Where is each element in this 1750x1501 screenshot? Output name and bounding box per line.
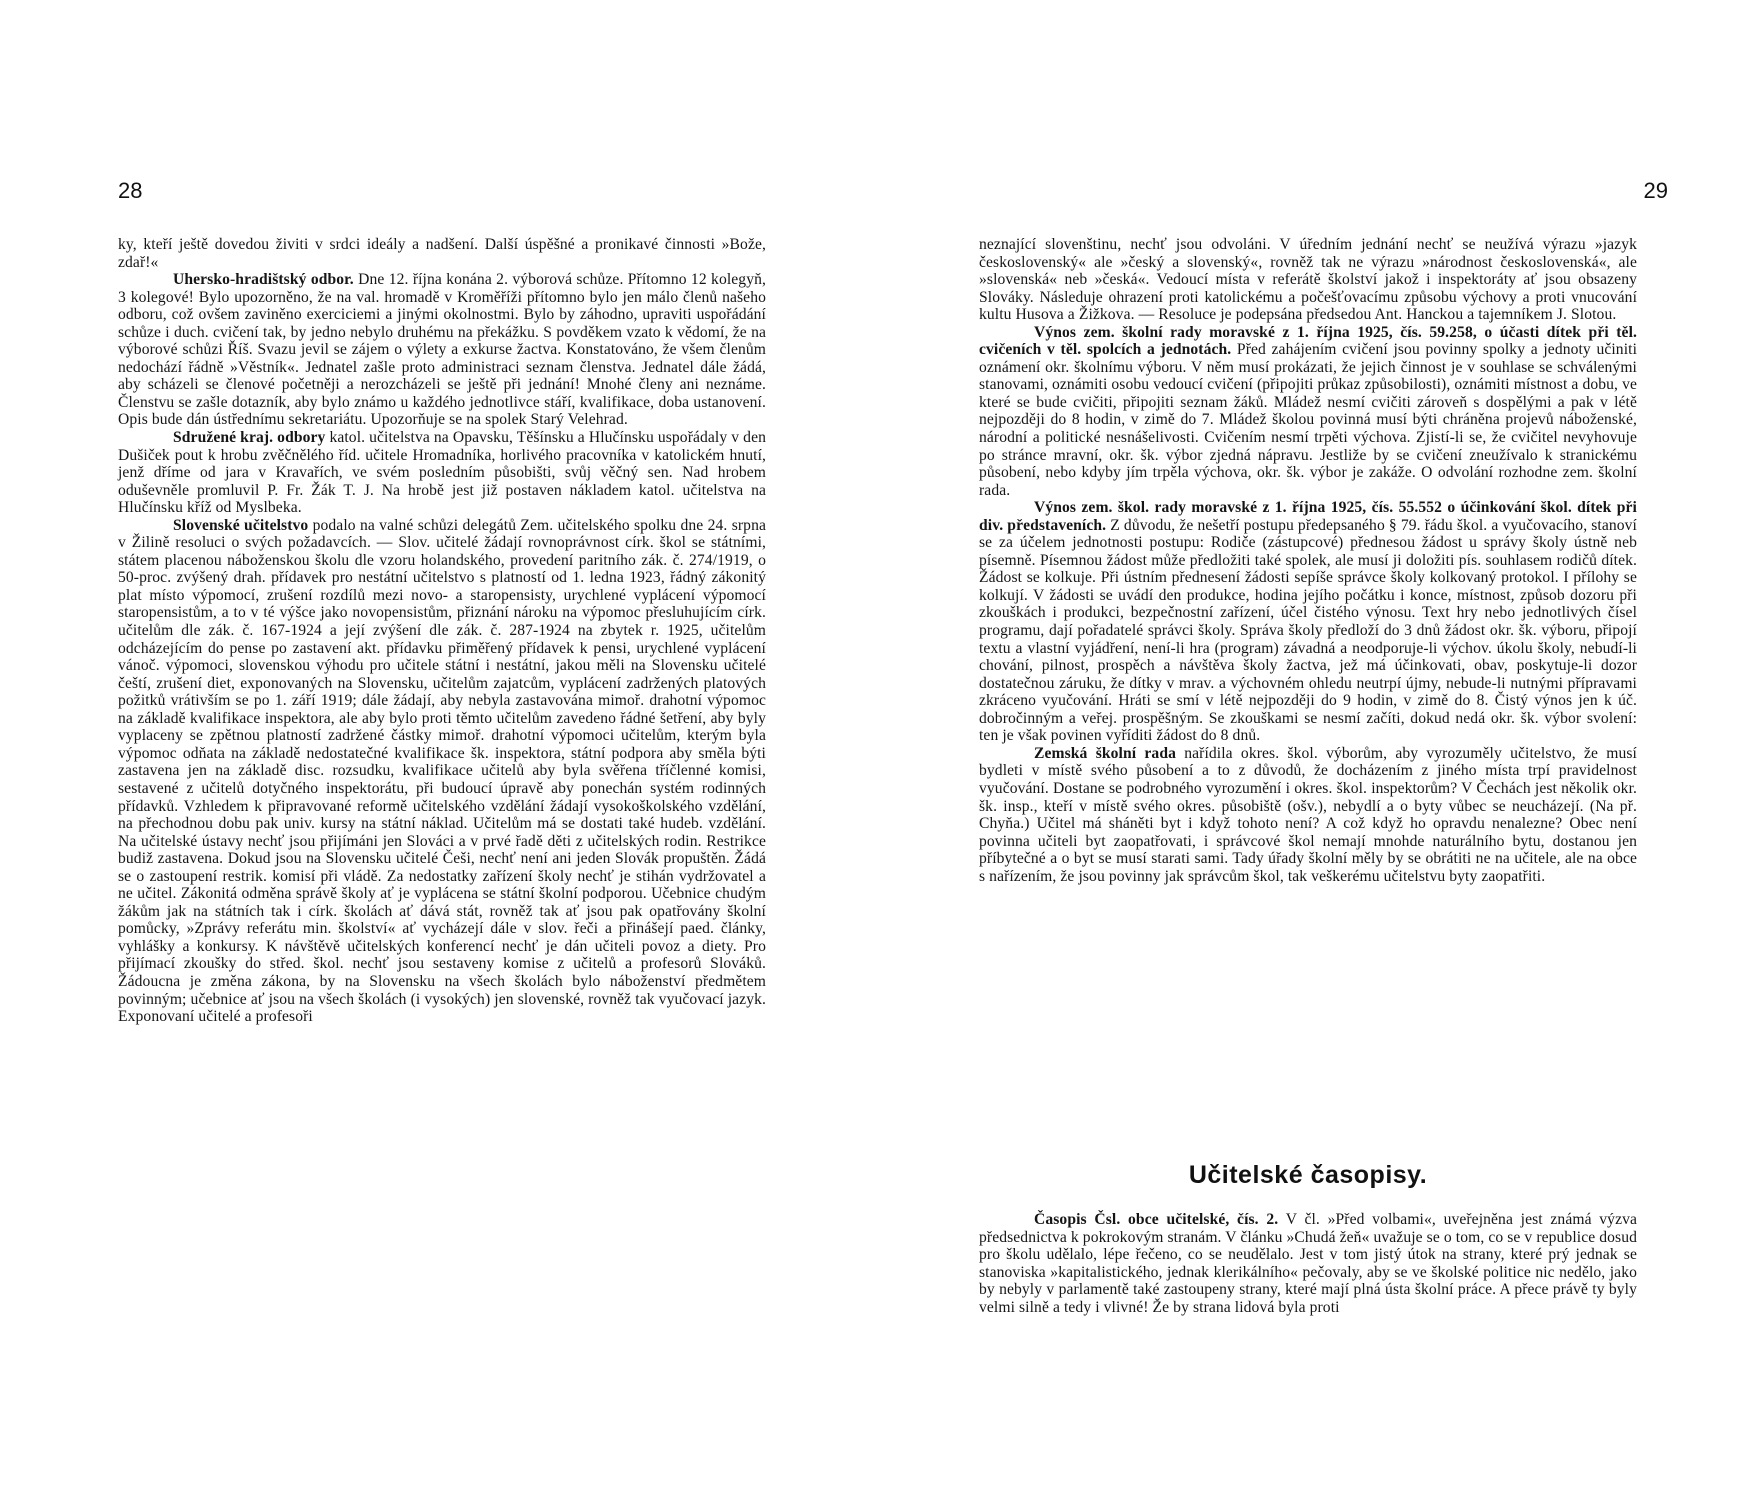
paragraph-heading: Zemská školní rada: [1034, 744, 1176, 762]
paragraph-heading: Slovenské učitelstvo: [173, 516, 309, 534]
paragraph: Uhersko-hradištský odbor. Dne 12. října konána 2. výborová schůze. Přítomno 12 kolegyň, 3 kolegové! Bylo upozorněno, že na val. hromadě v Kroměříži přítomno bylo jen málo členů našeho odboru, což ovšem zaviněno exerciciemi a jinými okolnostmi. Bylo by záhodno, upraviti uspořádání schůze i duch. cvičení tak, by jedno nebylo druhému na překážku. S povděkem vzato k vědomí, že na výborové schůzi Říš. Svazu jevil se zájem o výlety a exkurse žactva. Konstatováno, že všem členům nedochází řádně »Věstník«. Jednatel zašle proto administraci seznam členstva. Jednatel dále žádá, aby scházeli se členové početněji a nerozcházeli se ještě při jednání! Mnohé členy ani neznáme. Členstvu se zašle dotazník, aby bylo známo u každého jednotlivce stáří, kvalifikace, doba ustanovení. Opis bude dán ústřednímu sekretariátu. Upozorňuje se na spolek Starý Velehrad.: [118, 271, 766, 429]
paragraph: Zemská školní rada nařídila okres. škol. výborům, aby vyrozuměly učitelstvo, že musí bydleti v místě svého působení a to z důvodů, že docházením z jiného místa trpí pravidelnost vyučování. Dostane se podrobného vyrozumění i okres. škol. inspektorům? V Čechách jest několik okr. šk. insp., kteří v místě svého okres. působiště (ošv.), nebydlí a o byty vůbec se neucházejí. (Na př. Chyňa.) Učitel má sháněti byt i když tohoto není? A což když ho opravdu nenalezne? Obec není povinna učiteli byt zaopatřovati, i správcové škol nemají mnohde naturálního bytu, dostanou jen příbytečné a o byt se musí starati sami. Tady úřady školní měly by se obrátiti ne na učitele, ale na obce s nařízením, že jsou povinny jak správcům škol, tak veškerému učitelstvu byty zaopatřiti.: [979, 744, 1637, 885]
paragraph: Výnos zem. školní rady moravské z 1. října 1925, čís. 59.258, o účasti dítek při těl. cvičeních v těl. spolcích a jednotách. Před zahájením cvičení jsou povinny spolky a jednoty učiniti oznámení okr. školnímu výboru. V něm musí prokázati, že jejich činnost je v souhlase se schválenými stanovami, oznámiti osobu vedoucí cvičení (připojiti průkaz způsobilosti), oznámiti místnost a dobu, ve které se bude cvičiti, připojiti seznam žáků. Mládež nesmí cvičiti zároveň s dospělými a pak v létě nejpozději do 8 hodin, v zimě do 7. Mládež školou povinná musí býti chráněna projevů náboženské, národní a politické nesnášelivosti. Cvičením nesmí trpěti výchova. Zjistí-li se, že cvičitel nevyhovuje po stránce mravní, okr. šk. výbor zjedná nápravu. Jestliže by se cvičení zneužívalo k stranickému působení, nebo kdyby jím trpěla výchova, okr. šk. výbor je zakáže. O odvolání rozhodne zem. školní rada.: [979, 323, 1637, 499]
page-number: 28: [118, 178, 143, 203]
paragraph: Sdružené kraj. odbory katol. učitelstva na Opavsku, Těšínsku a Hlučínsku uspořádaly v den Dušiček pout k hrobu zvěčnělého říd. učitele Hromadníka, horlivého pracovníka v katolickém hnutí, jenž dříme od jara v Kravařích, ve svém posledním působišti, svůj věčný sen. Nad hrobem oduševněle promluvil P. Fr. Žák T. J. Na hrobě jest již postaven nákladem katol. učitelstva na Hlučínsku kříž od Myslbeka.: [118, 429, 766, 517]
paragraph-heading: Časopis Čsl. obce učitelské, čís. 2.: [1034, 1211, 1279, 1228]
paragraph: Slovenské učitelstvo podalo na valné schůzi delegátů Zem. učitelského spolku dne 24. srpna v Žilině resoluci o svých požadavcích. — Slov. učitelé žádají rovnoprávnost círk. škol se státními, státem placenou náboženskou školu dle vzoru holandského, provedení paritního zák. č. 274/1919, o 50-proc. zvýšený drah. přídavek pro nestátní učitelstvo s platností od 1. ledna 1923, řádný zákonitý plat místo výpomocí, zrušení rozdílů mezi novo- a staropensisty, urychlené vyplácení výpomocí staropensistům, a to v té výšce jako novopensistům, přiznání nároku na výpomoc přesluhujícím círk. učitelům dle zák. č. 167-1924 a její zvýšení dle zák. č. 287-1924 na zbytek r. 1925, učitelům odcházejícím do pense po zastavení akt. přídavku přiměřený přídavek k pensi, urychlené vyplácení vánoč. výpomoci, slovenskou výhodu pro učitele státní i nestátní, jakou měli na Slovensku učitelé čeští, zrušení diet, exponovaných na Slovensku, učitelům zajatcům, vyplácení zadržených platových požitků vrátivším se po 1. září 1919; dále žádají, aby nebyla zastavována mimoř. drahotní výpomoc na základě kvalifikace inspektora, ale aby bylo proti těmto učitelům zavedeno řádné šetření, aby byly vyplaceny se zpětnou platností zadržené částky mimoř. drahotní výpomoci učitelům, kterým byla výpomoc odňata na základě nedostatečné kvalifikace šk. inspektora, státní podpora aby směla býti zastavena jen na základě disc. rozsudku, kvalifikace učitelů aby byla svěřena tříčlenné komisi, sestavené z učitelů dotyčného inspektorátu, při budoucí úpravě aby ponechán systém rodinných přídavků. Vzhledem k připravované reformě učitelského vzdělání žádají vysokoškolského vzdělání, na přechodnou dobu pak univ. kursy na státní náklad. Učitelům má se dostati také hudeb. vzdělání. Na učitelské ústavy nechť jsou přijímáni jen Slováci a v prvé řadě děti z učitelských rodin. Restrikce budiž zastavena. Dokud jsou na Slovensku učitelé Češi, nechť není ani jeden Slovák propuštěn. Žádá se o zastoupení restrik. komisí při vládě. Za nedostatky zařízení školy nechť je stihán vydržovatel a ne učitel. Zákonitá odměna správě školy ať je vyplácena se státní školní podporou. Učebnice chudým žákům jak na státních tak i círk. školách ať dává stát, rovněž tak ať jsou pak opatřovány školní pomůcky, »Zprávy referátu min. školství« ať vycházejí dále v slov. řeči a přinášejí paed. články, vyhlášky a konkursy. K návštěvě učitelských konferencí nechť je dán učiteli povoz a diety. Pro přijímací zkoušky do střed. škol. nechť jsou sestaveny komise z učitelů a profesorů Slováků. Žádoucna je změna zákona, by na Slovensku na všech školách bylo náboženství předmětem povinným; učebnice ať jsou na všech školách (i vysokých) jen slovenské, rovněž tak vyučovací jazyk. Exponovaní učitelé a profesoři: [118, 516, 767, 1026]
paragraph-heading: Výnos zem. škol. rady moravské z 1. října 1925, čís. 55.552 o účinkování škol. dítek při div. představeních.: [979, 499, 1637, 534]
paragraph: ky, kteří ještě dovedou živiti v srdci ideály a nadšení. Další úspěšné a pronikavé činnosti »Bože, zdař!«: [118, 236, 766, 271]
paragraph-heading: Uhersko-hradištský odbor.: [173, 271, 354, 289]
paragraph: Časopis Čsl. obce učitelské, čís. 2. V čl. »Před volbami«, uveřejněna jest známá výzva předsednictva k pokrokovým stranám. V článku »Chudá žeň« uvažuje se o tom, co se v republice dosud pro školu udělalo, lépe řečeno, co se neudělalo. Jest v tom jistý útok na strany, které prý jednak se stanoviska »kapitalistického, jednak klerikálního« pečovaly, aby se ve školské politice nic nedělo, jako by nebyly v parlamentě také zastoupeny strany, které mají plná ústa školní práce. A přece právě ty byly velmi silně a tedy i vlivné! Že by strana lidová byla proti: [979, 1211, 1638, 1316]
paragraph: Výnos zem. škol. rady moravské z 1. října 1925, čís. 55.552 o účinkování škol. dítek při div. představeních. Z důvodu, že nešetří postupu předepsaného § 79. řádu škol. a vyučovacího, stanoví se za účelem jednotnosti postupu: Rodiče (zástupcové) přednesou žádost u správy školy ústně neb písemně. Písemnou žádost může předložiti také spolek, ale musí ji doložiti pís. souhlasem rodičů dítek. Žádost se kolkuje. Při ústním přednesení žádosti sepíše správce školy kolkovaný protokol. I přílohy se kolkují. V žádosti se uvádí den produkce, hodina jejího počátku i konce, místnost, způsob dozoru při zkouškách i produkci, bezpečnostní zařízení, účel čistého výnosu. Text hry nebo jednotlivých čísel programu, dají pořadatelé správci školy. Správa školy předloží do 3 dnů žádost okr. šk. výboru, připojí textu a vlastní vyjádření, není-li hra (program) závadná a neodporuje-li výchov. úkolu školy, nebudí-li chování, pilnost, prospěch a návštěva školy žactva, jež má účinkovati, obav, poskytuje-li dozor dostatečnou záruku, že dítky v mrav. a výchovném ohledu neutrpí újmy, nebude-li nutnými přípravami zkráceno vyučování. Hráti se smí v létě nejpozději do 9 hodin, v zimě do 8. Čistý výnos jen k úč. dobročinným a veřej. prospěšným. Se zkouškami se nesmí začíti, dokud nedá okr. šk. výbor svolení: ten je však povinen vyříditi žádost do 8 dnů.: [979, 499, 1637, 745]
section-title: Učitelské časopisy.: [1188, 1161, 1428, 1189]
text-column-continued: [979, 1211, 1637, 1316]
paragraph: neznající slovenštinu, nechť jsou odvoláni. V úředním jednání nechť se neužívá výrazu »jazyk československý« ale »český a slovenský«, rovněž tak ne výrazu »národnost československá«, ale »slovenská« neb »česká«. Vedoucí místa v referátě školství jakož i inspektoráty ať jsou obsazeny Slováky. Následuje ohrazení proti katolickému a počešťovacímu způsobu výchovy a proti vnucování kultu Husova a Žižkova. — Resoluce je podepsána předsedou Ant. Hanckou a tajemníkem J. Slotou.: [979, 236, 1637, 324]
right-page: [875, 0, 1750, 1501]
paragraph-heading: Výnos zem. školní rady moravské z 1. října 1925, čís. 59.258, o účasti dítek při těl. cvičeních v těl. spolcích a jednotách.: [979, 323, 1637, 359]
text-column: [979, 236, 1637, 885]
page-number: 29: [1643, 178, 1668, 203]
text-column: [118, 236, 766, 1026]
paragraph-heading: Sdružené kraj. odbory: [173, 429, 326, 447]
